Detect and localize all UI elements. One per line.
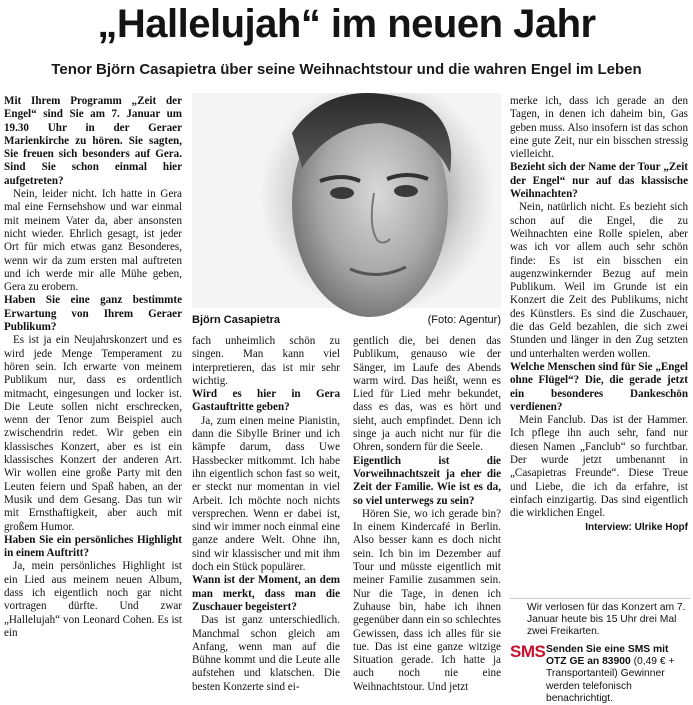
question-paragraph: Bezieht sich der Name der Tour „Zeit der Engel“ nur auf das klassische Weihnachten? — [510, 161, 688, 201]
answer-paragraph: Hören Sie, wo ich gerade bin? In einem Kindercafé in Berlin. Also besser kann es doch nicht sein. Ich bin im Dezember auf Tour und müsste eigentlich mit meiner Familie zusammen sein. Nur die Tage, in denen ich Zuhause bin, habe ich ihnen gegenüber dann ein so schlechtes Gewissen, dass ich alles für sie tue. Das ist eine ganze witzige Situation gerade. Ich hatte ja auch noch nie eine Weihnachtstour. Und jetzt — [353, 507, 501, 693]
answer-paragraph: Ja, mein persönliches Highlight ist ein Lied aus meinem neuen Album, dass ich eigentlich noch gar nicht vortragen dürfte. Und zwar „Hallelujah“ von Leonard Cohen. Es ist ein — [4, 560, 182, 639]
promo-text: Wir verlosen für das Konzert am 7. Januar heute bis 15 Uhr drei Mal zwei Freikarten. — [527, 602, 686, 638]
question-paragraph: Wann ist der Moment, an dem man merkt, dass man die Zuschauer begeistert? — [192, 574, 340, 613]
article-column-3 — [353, 335, 501, 695]
subheadline: Tenor Björn Casapietra über seine Weihnachtstour und die wahren Engel im Leben — [51, 61, 642, 78]
answer-paragraph: Das ist ganz unterschiedlich. Manchmal schon gleich am Anfang, wenn man auf die Bühne kommt und die Leute alle aufstehen und klatschen. Die besten Konzerte sind ei- — [192, 614, 340, 693]
article-column-2 — [192, 335, 340, 695]
answer-paragraph: fach unheimlich schön zu singen. Man kann viel interpretieren, das ist mir sehr wichtig. — [192, 335, 340, 387]
answer-paragraph: merke ich, dass ich gerade an den Tagen, in denen ich daheim bin, Gas geben muss. Also insofern ist das schon eine gute Zeit, nur ein bisschen stressig vielleicht. — [510, 95, 688, 161]
answer-paragraph: Nein, natürlich nicht. Es bezieht sich schon auf die Engel, die zu Weihnachten eine Rolle spielen, aber was ich vor allem auch sehr schön finde: Es ist ein bisschen ein augenzwinkernder Bezug auf mein Publikum. Weil im Grunde ist ein Konzert die Zeit des Publikums, nicht des Künstlers. Es sind die Zuschauer, die das Geld bezahlen, die sich zwei Stunden und länger in den Zug setzten und unterhalten werden wollen. — [510, 201, 688, 360]
article-column-4 — [510, 95, 688, 597]
photo-caption — [192, 311, 501, 331]
sms-instructions-bold: Senden Sie eine SMS mit OTZ GE an 83900 — [546, 644, 669, 668]
question-paragraph: Haben Sie eine ganz bestimmte Erwartung von Ihrem Geraer Publikum? — [4, 294, 182, 334]
answer-paragraph: Ja, zum einen meine Pianistin, dann die Sibylle Briner und ich kämpfe darum, dass Uwe Hassbecker mitkommt. Ich habe ihn eigentlich schon fast so weit, er steckt nur momentan in viel Arbeit. Ich möchte noch nichts versprechen. Wenn er dabei ist, sind wir immer noch einmal eine ganze andere Welt. Ohne ihn, sind wir klassischer und mit ihm doch ein Stück populärer. — [192, 414, 340, 574]
promo-divider — [510, 598, 690, 599]
question-paragraph: Eigentlich ist die Vorweihnachtszeit ja eher die Zeit der Familie. Wie ist es da, so viel unterwegs zu sein? — [353, 454, 501, 507]
sms-instructions — [546, 644, 690, 705]
article-column-1 — [4, 95, 182, 695]
question-paragraph: Mit Ihrem Programm „Zeit der Engel“ sind Sie am 7. Januar um 19.30 Uhr in der Geraer Marienkirche zu hören. Sie sagten, Sie freuen sich besonders auf Gera. Sind Sie schon einmal hier aufgetreten? — [4, 95, 182, 187]
answer-paragraph: Mein Fanclub. Das ist der Hammer. Ich pflege ihn auch sehr, fand nur diesen Namen „Fanclub“ so furchtbar. Der wurde jetzt umbenannt in „Casapietras Freunde“. Diese Treue und Liebe, die ich da erfahre, ist einfach einzigartig. Das sind eigentlich die wirklichen Engel. — [510, 414, 688, 520]
sms-instructions-rest: (0,49 € + Transportanteil) Gewinner werden telefonisch benachrichtigt. — [546, 656, 675, 704]
answer-paragraph: Es ist ja ein Neujahrskonzert und es wird jede Menge Temperament zu hören sein. Ich erwarte von meinem Publikum nur, dass es ordentlich mitmacht, eingesungen und locker ist. Die Leute sollen nicht erschrecken, wenn der Tenor zum Beispiel auch zwischendrin redet. Wir geben ein klassisches Konzert, aber es ist ein klassisches Konzert der anderen Art. Wir wollen eine große Party mit den Leuten feiern und Spaß haben, an der Musik und dem Gesang. Das tun wir mit Ernsthaftigkeit, aber auch mit großem Humor. — [4, 334, 182, 533]
question-paragraph: Haben Sie ein persönliches Highlight in einem Auftritt? — [4, 533, 182, 560]
question-paragraph: Wird es hier in Gera Gastauftritte geben? — [192, 388, 340, 414]
interview-credit: Interview: Ulrike Hopf — [585, 521, 688, 533]
headline: „Hallelujah“ im neuen Jahr — [97, 2, 596, 46]
answer-paragraph: gentlich die, bei denen das Publikum, genauso wie der Sänger, im Laufe des Abends warm wird. Das heißt, wenn es Lied für Lied mehr bekundet, dass es das, was es hört und sieht, auch empfindet. Denn ich singe ja auch nicht nur für die Ohren, sondern für die Seele. — [353, 335, 501, 454]
question-paragraph: Welche Menschen sind für Sie „Engel ohne Flügel“? Die, die gerade jetzt ein besonderes Dankeschön verdienen? — [510, 360, 688, 413]
portrait-photo — [192, 93, 501, 308]
portrait-face-icon — [192, 93, 501, 308]
answer-paragraph: Nein, leider nicht. Ich hatte in Gera mal eine Fernsehshow und war einmal mit meinem Vater da, aber ansonsten nicht wieder. Ehrlich gesagt, ist jeder Ort für mich etwas ganz Besonderes, wenn wir da zum ersten mal auftreten und ich werde mir alle Mühe geben, Gera zu erobern. — [4, 188, 182, 294]
caption-name: Björn Casapietra — [192, 314, 281, 326]
caption-credit: (Foto: Agentur) — [427, 314, 501, 326]
sms-label: SMS — [510, 642, 546, 661]
